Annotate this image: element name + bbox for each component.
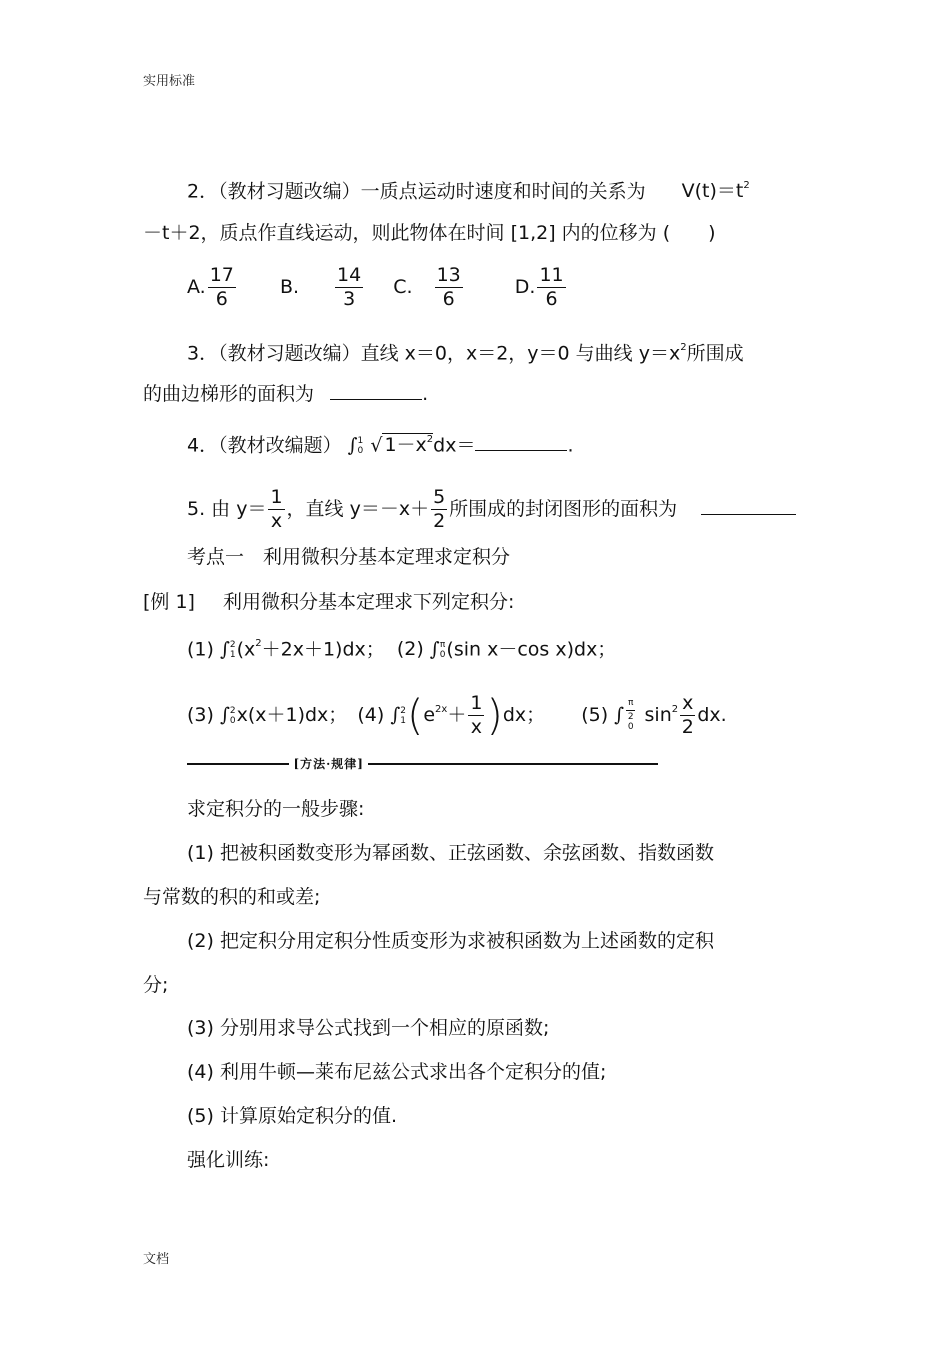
q2-exponent: 2: [743, 180, 750, 191]
steps-title: 求定积分的一般步骤:: [187, 798, 365, 820]
q5-line: 5. 由 y＝ $\frac{1}{x}$ ，直线 y＝－x＋ $\frac{5}{2}$ 所围成的封闭图形的面积为: [187, 488, 796, 531]
answer-blank[interactable]: [330, 385, 422, 400]
example-heading: [例 1] 利用微积分基本定理求下列定积分:: [143, 591, 515, 613]
fraction: $\frac{11}{6}$: [539, 264, 564, 310]
fraction: $\frac{13}{6}$: [436, 264, 461, 310]
q2-options: [187, 266, 568, 309]
page-header: 实用标准: [143, 74, 196, 89]
step-5: (5) 计算原始定积分的值.: [187, 1105, 397, 1127]
integral-sign: ∫: [614, 704, 625, 726]
q2-line2: －t＋2，质点作直线运动，则此物体在时间 [1,2] 内的位移为 ( ): [143, 222, 716, 244]
integral-limits: 1 0: [357, 435, 364, 456]
answer-blank[interactable]: [701, 500, 796, 515]
option-b[interactable]: B. $\frac{14}{3}$: [279, 264, 362, 310]
option-a[interactable]: A. $\frac{17}{6}$: [187, 264, 234, 310]
fraction: $\frac{x}{2}$: [681, 692, 694, 738]
step-4: (4) 利用牛顿—莱布尼兹公式求出各个定积分的值;: [187, 1061, 607, 1083]
option-d[interactable]: D. $\frac{11}{6}$: [514, 264, 564, 310]
fraction: $\frac{14}{3}$: [337, 264, 362, 310]
fraction: $\frac{17}{6}$: [209, 264, 234, 310]
rule-dash-left: [187, 763, 289, 765]
method-divider: [187, 752, 658, 776]
example-row2: (3) ∫2 0x(x＋1)dx； (4) ∫2 $1(e^{2x}+$ $\frac{1}{x}$ )dx； (5) ∫ $\frac{\pi}{2}$ 0 $\sin^2$ $\frac{x}{2}$ dx.: [187, 690, 727, 740]
integral-sign: ∫: [219, 704, 230, 726]
step-3: (3) 分别用求导公式找到一个相应的原函数;: [187, 1017, 550, 1039]
rule-dash-right: [368, 763, 658, 765]
example-label: [例 1]: [143, 591, 195, 613]
page-footer: 文档: [143, 1252, 170, 1267]
step-1: (1) 把被积函数变形为幂函数、正弦函数、余弦函数、指数函数: [187, 842, 714, 864]
q3-line1: 3．（教材习题改编）直线 x＝0，x＝2，y＝0 与曲线 $y=x^2$所围成: [187, 342, 744, 365]
q2-text: 2．（教材习题改编）一质点运动时速度和时间的关系为: [187, 180, 646, 203]
integral-sign: ∫: [429, 638, 440, 661]
sqrt-icon: √: [370, 434, 383, 457]
step-2-cont: 分;: [143, 974, 169, 996]
q3-line2: 的曲边梯形的面积为 .: [143, 383, 429, 405]
fraction-five-halves: $\frac{5}{2}$: [433, 486, 446, 532]
left-paren: (: [406, 690, 424, 740]
training-heading: 强化训练:: [187, 1149, 270, 1171]
step-1-cont: 与常数的积的和或差;: [143, 886, 321, 908]
exponent: 2: [680, 342, 687, 353]
radicand: $1-x^2$: [384, 434, 434, 457]
integral-sign: ∫: [390, 704, 401, 726]
step-2: (2) 把定积分用定积分性质变形为求被积函数为上述函数的定积: [187, 930, 714, 952]
fraction-one-over-x: $\frac{1}{x}$: [270, 486, 283, 532]
right-paren: ): [486, 690, 503, 740]
q2-line1: [187, 176, 750, 203]
fraction: $\frac{1}{x}$: [470, 692, 483, 738]
answer-blank[interactable]: [475, 436, 567, 451]
option-c[interactable]: C. $\frac{13}{6}$: [393, 264, 461, 310]
integral-sign: ∫: [347, 434, 358, 457]
integral-sign: ∫: [219, 638, 230, 661]
q2-velocity: V(t)＝t: [681, 180, 744, 203]
section-title: 考点一 利用微积分基本定理求定积分: [187, 546, 511, 568]
example-row1: (1) ∫2 $1(x^2+2x+1)dx$； (2) ∫π 0(sin x－cos x)dx；: [187, 638, 617, 661]
method-tag: [方法·规律]: [293, 757, 364, 771]
q4-line: 4．（教材改编题） ∫1 0 √ $1-x^2dx=$ .: [187, 434, 574, 457]
